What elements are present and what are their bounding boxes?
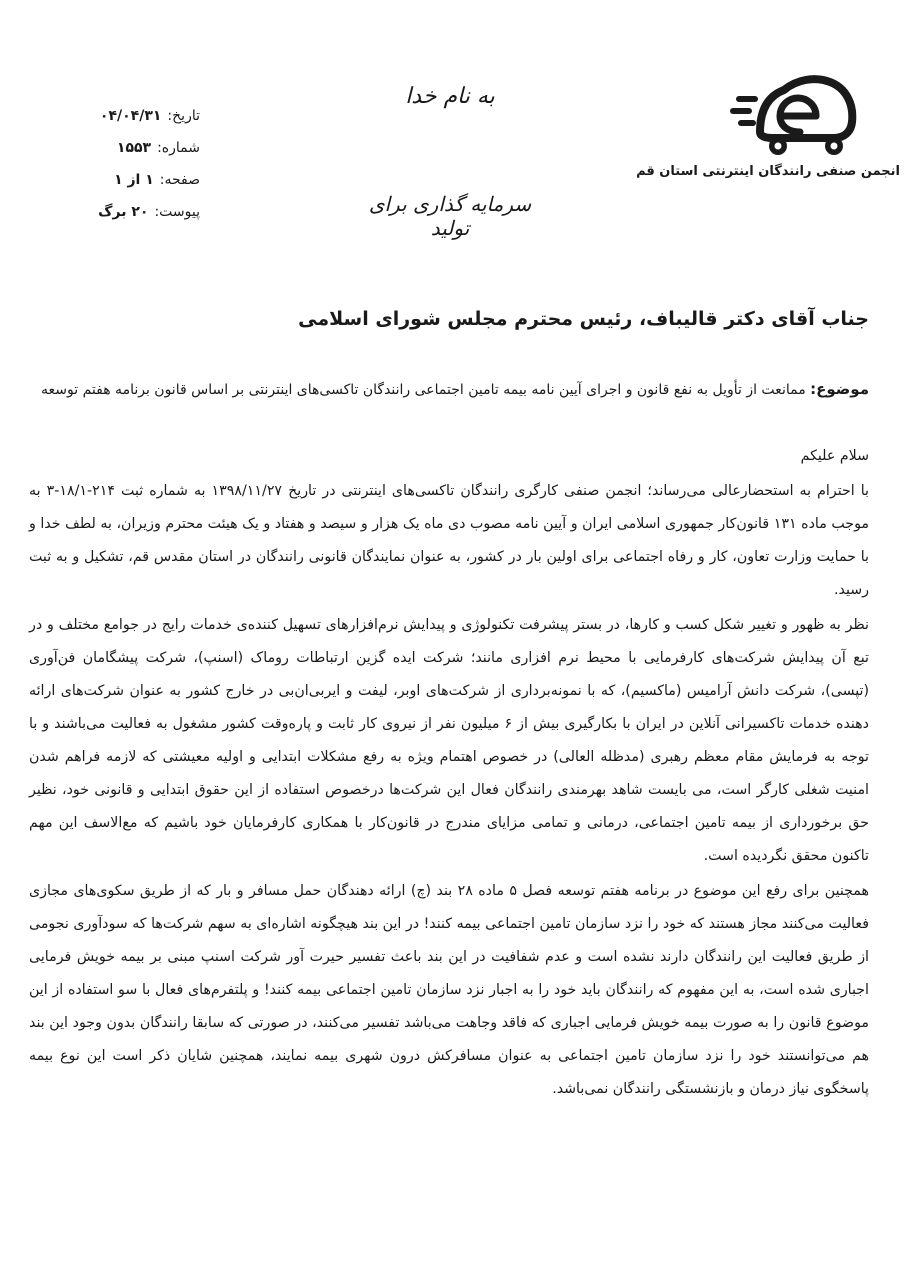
slogan: سرمایه گذاری برای تولید	[368, 192, 532, 240]
subject-label: موضوع:	[810, 380, 869, 398]
date-value: ۰۴/۰۴/۳۱	[99, 108, 162, 124]
org-logo	[636, 70, 900, 179]
meta-date	[40, 100, 200, 132]
paragraph-3: همچنین برای رفع این موضوع در برنامه هفتم توسعه فصل ۵ ماده ۲۸ بند (چ) ارائه دهندگان حمل مسافر و بار که از طریق سکوی‌های مجازی فعالیت می‌کنند مجاز هستند که خود را نزد سازمان تامین اجتماعی بیمه کنند! در این بند هیچگونه اشاره‌ای به سهم شرکت‌ها که سودآوری نجومی از طریق فعالیت این رانندگان دارند نشده است و عدم شفافیت در این بند باعث تفسیر حیرت آور شرکت اسنپ مبنی بر بیمه خویش فرمایی اجباری شده است، به این مفهوم که رانندگان باید خود را به اجبار نزد سازمان تامین اجتماعی بیمه کنند! و پلتفرم‌های فعال با سو استفاده از این موضوع قانون را به صورت بیمه خویش فرمایی اجباری که فاقد وجاهت می‌باشد تفسیر می‌کنند، در صورتی که سابقا رانندگان بدون وجود این بند هم می‌توانستند خود را نزد سازمان تامین اجتماعی به عنوان مسافرکش درون شهری بیمه نمایند، همچنین شایان ذکر است این نوع بیمه پاسخگوی نیاز درمان و بازنشستگی رانندگان نمی‌باشد.	[29, 883, 869, 1097]
number-label: شماره:	[157, 140, 200, 156]
greeting: سلام علیکم	[800, 448, 869, 464]
letter-body	[29, 440, 869, 1106]
car-logo-icon	[730, 70, 860, 162]
org-name: انجمن صنفی رانندگان اینترنتی استان قم	[636, 164, 900, 179]
letter-meta	[40, 100, 200, 228]
attachment-label: پیوست:	[154, 204, 200, 220]
attachment-value: ۲۰ برگ	[98, 204, 149, 220]
meta-number	[40, 132, 200, 164]
number-value: ۱۵۵۳	[116, 140, 152, 156]
subject-line	[29, 380, 869, 398]
meta-page	[40, 164, 200, 196]
subject-text: ممانعت از تأویل به نفع قانون و اجرای آیین نامه بیمه تامین اجتماعی رانندگان تاکسی‌های اینترنتی بر اساس قانون برنامه هفتم توسعه	[41, 382, 806, 398]
recipient-line: جناب آقای دکتر قالیباف، رئیس محترم مجلس شورای اسلامی	[298, 308, 869, 330]
page-label: صفحه:	[159, 172, 200, 188]
date-label: تاریخ:	[167, 108, 200, 124]
bismillah: به نام خدا	[405, 84, 495, 109]
meta-attachment	[40, 196, 200, 228]
paragraph-2: نظر به ظهور و تغییر شکل کسب و کارها، در بستر پیشرفت تکنولوژی و پیدایش نرم‌افزارهای تسهیل کننده‌ی خدمات رایج در جوامع مختلف و در تبع آن پیدایش شرکت‌های کارفرمایی با محیط نرم افزاری مانند؛ شرکت ایده گزین ارتباطات روماک (اسنپ)، شرکت پیشگامان فن‌آوری (تپسی)، شرکت دانش آرامیس (ماکسیم)، که با نمونه‌برداری از شرکت‌های اوبر، لیفت و ایربی‌ان‌بی در خارج کشور به عنوان شرکت‌های ارائه دهنده خدمات تاکسیرانی آنلاین در ایران با بکارگیری بیش از ۶ میلیون نفر از نیروی کار ثابت و پاره‌وقت کشور مشغول به فعالیت می‌باشند و با توجه به فرمایش مقام معظم رهبری (مدظله العالی) در خصوص اهتمام ویژه به رفع مشکلات ابتدایی و اولیه معیشتی که لازمه فراهم شدن امنیت شغلی کارگر است، می بایست شاهد بهرمندی رانندگان فعال این شرکت‌ها درخصوص استفاده از این حقوق ابتدایی و قانونی خود، نظیر حق برخورداری از بیمه تامین اجتماعی، درمانی و تمامی مزایای مندرج در قانون‌کار با همکاری کارفرمایان خود باشیم که مع‌الاسف این مهم تاکنون محقق نگردیده است.	[29, 617, 869, 864]
page-value: ۱ از ۱	[114, 172, 154, 188]
paragraph-1: با احترام به استحضارعالی می‌رساند؛ انجمن صنفی کارگری رانندگان تاکسی‌های اینترنتی در تاریخ ۱۳۹۸/۱۱/۲۷ به شماره ثبت ۲۱۴-۱۸/۱-۳ به موجب ماده ۱۳۱ قانون‌کار جمهوری اسلامی ایران و آیین نامه مصوب دی ماه یک هزار و سیصد و هفتاد و یک هیئت محترم وزیران، به لطف خدا و با حمایت وزارت تعاون، کار و رفاه اجتماعی برای اولین بار در کشور، به عنوان نمایندگان قانونی رانندگان در استان مقدس قم، تشکیل و به ثبت رسید.	[29, 483, 870, 598]
